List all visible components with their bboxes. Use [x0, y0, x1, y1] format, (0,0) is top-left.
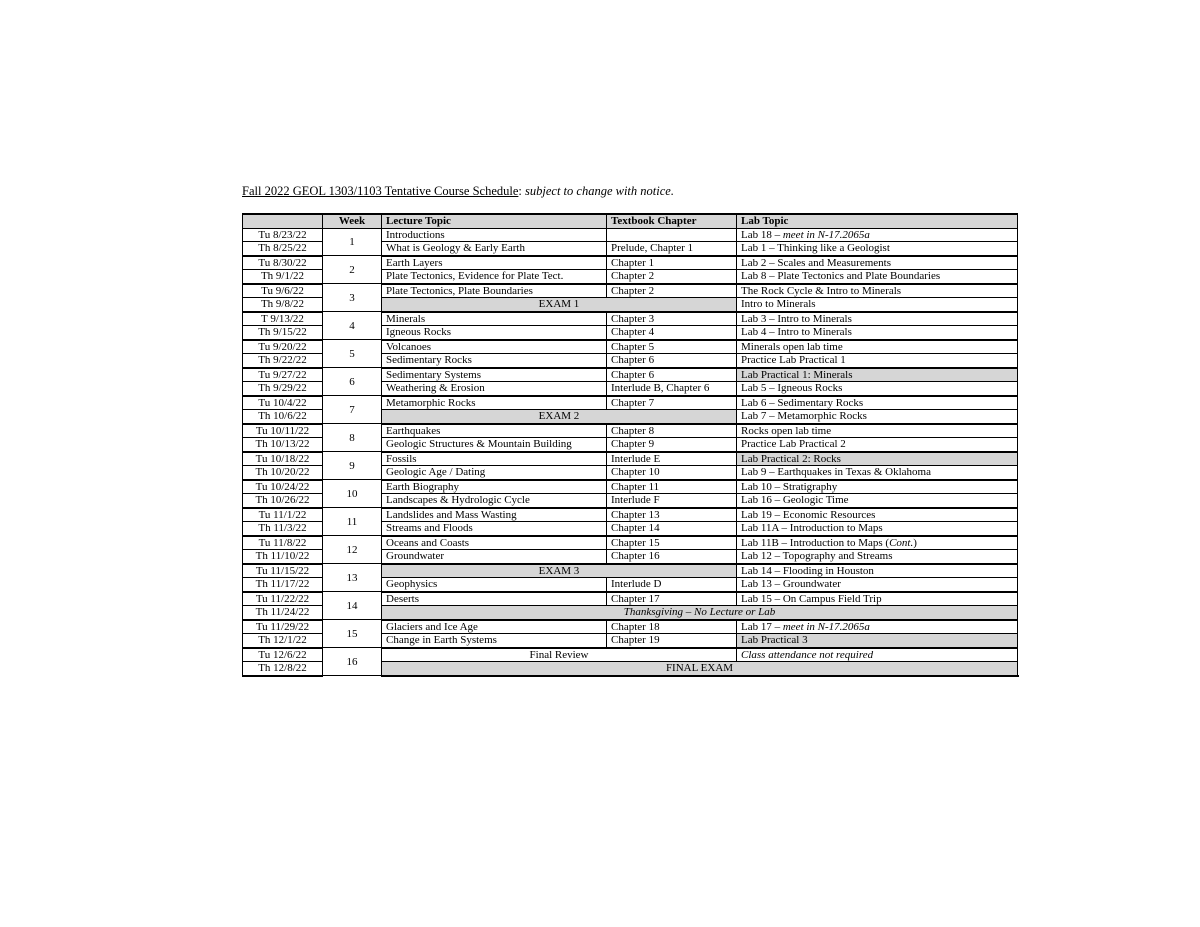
- cell-date: Tu 11/29/22: [243, 620, 323, 634]
- cell-date: Tu 11/8/22: [243, 536, 323, 550]
- cell-lab: Lab Practical 1: Minerals: [737, 368, 1018, 382]
- cell-week: 15: [323, 620, 382, 648]
- cell-lecture: Landscapes & Hydrologic Cycle: [382, 494, 607, 508]
- cell-exam: EXAM 3: [382, 564, 737, 578]
- cell-date: Th 9/22/22: [243, 354, 323, 368]
- cell-week: 3: [323, 284, 382, 312]
- cell-date: Th 10/20/22: [243, 466, 323, 480]
- cell-chapter: Chapter 6: [607, 368, 737, 382]
- cell-chapter: Chapter 1: [607, 256, 737, 270]
- cell-date: Th 9/1/22: [243, 270, 323, 284]
- cell-lab: Lab 7 – Metamorphic Rocks: [737, 410, 1018, 424]
- cell-exam: EXAM 1: [382, 298, 737, 312]
- cell-chapter: Chapter 2: [607, 284, 737, 298]
- lab-note: meet in N-17.2065a: [782, 228, 870, 241]
- cell-final-exam: FINAL EXAM: [382, 662, 1018, 676]
- title-colon: :: [518, 184, 522, 198]
- table-row: [243, 368, 1018, 382]
- table-row: [243, 256, 1018, 270]
- cell-chapter: Interlude E: [607, 452, 737, 466]
- cell-lab: Lab 13 – Groundwater: [737, 578, 1018, 592]
- cell-date: Th 11/17/22: [243, 578, 323, 592]
- cell-date: T 9/13/22: [243, 312, 323, 326]
- cell-lecture: Fossils: [382, 452, 607, 466]
- cell-date: Th 10/13/22: [243, 438, 323, 452]
- cell-date: Tu 11/1/22: [243, 508, 323, 522]
- cell-lab: Practice Lab Practical 1: [737, 354, 1018, 368]
- table-row: [243, 396, 1018, 410]
- table-row: [243, 452, 1018, 466]
- cell-lecture: Minerals: [382, 312, 607, 326]
- table-row: [243, 564, 1018, 578]
- cell-date: Th 9/15/22: [243, 326, 323, 340]
- cell-week: 14: [323, 592, 382, 620]
- table-row: [243, 312, 1018, 326]
- cell-lab: Lab 12 – Topography and Streams: [737, 550, 1018, 564]
- cell-date: Tu 11/22/22: [243, 592, 323, 606]
- cell-week: 5: [323, 340, 382, 368]
- lab-text: Lab 17 –: [741, 620, 783, 633]
- cell-lecture: Streams and Floods: [382, 522, 607, 536]
- cell-lecture: Sedimentary Systems: [382, 368, 607, 382]
- cell-lecture: Groundwater: [382, 550, 607, 564]
- cell-lab: Lab 15 – On Campus Field Trip: [737, 592, 1018, 606]
- cell-lecture: Sedimentary Rocks: [382, 354, 607, 368]
- cell-chapter: Chapter 15: [607, 536, 737, 550]
- cell-lecture: Weathering & Erosion: [382, 382, 607, 396]
- cell-lecture: Landslides and Mass Wasting: [382, 508, 607, 522]
- cell-week: 1: [323, 228, 382, 256]
- cell-date: Th 9/29/22: [243, 382, 323, 396]
- cell-chapter: Chapter 18: [607, 620, 737, 634]
- cell-chapter: Chapter 5: [607, 340, 737, 354]
- title-main: Fall 2022 GEOL 1303/1103 Tentative Course Schedule: [242, 184, 519, 198]
- schedule-body: [243, 228, 1018, 676]
- cell-lab: Lab 11A – Introduction to Maps: [737, 522, 1018, 536]
- cell-chapter: [607, 228, 737, 242]
- table-row: [243, 228, 1018, 242]
- cell-lecture: What is Geology & Early Earth: [382, 242, 607, 256]
- cell-chapter: Chapter 17: [607, 592, 737, 606]
- lab-text-end: ): [913, 536, 917, 549]
- cell-date: Th 11/10/22: [243, 550, 323, 564]
- cell-chapter: Chapter 14: [607, 522, 737, 536]
- cell-lab: Lab 8 – Plate Tectonics and Plate Boundaries: [737, 270, 1018, 284]
- cell-date: Tu 11/15/22: [243, 564, 323, 578]
- cell-chapter: Chapter 2: [607, 270, 737, 284]
- table-row: [243, 592, 1018, 606]
- header-lab: Lab Topic: [737, 214, 1018, 228]
- table-row: [243, 648, 1018, 662]
- header-lecture: Lecture Topic: [382, 214, 607, 228]
- cell-lab: Lab Practical 3: [737, 634, 1018, 648]
- cell-holiday: Thanksgiving – No Lecture or Lab: [382, 606, 1018, 620]
- cell-date: Th 11/3/22: [243, 522, 323, 536]
- cell-lab: Class attendance not required: [737, 648, 1018, 662]
- header-date: [243, 214, 323, 228]
- lab-note: meet in N-17.2065a: [782, 620, 870, 633]
- cell-lecture: Deserts: [382, 592, 607, 606]
- cell-date: Tu 10/11/22: [243, 424, 323, 438]
- cell-date: Th 12/1/22: [243, 634, 323, 648]
- cell-lecture: Introductions: [382, 228, 607, 242]
- cell-chapter: Chapter 11: [607, 480, 737, 494]
- cell-lab: Lab 9 – Earthquakes in Texas & Oklahoma: [737, 466, 1018, 480]
- table-row: [243, 340, 1018, 354]
- cell-week: 8: [323, 424, 382, 452]
- cell-lab: Lab 19 – Economic Resources: [737, 508, 1018, 522]
- table-row: [243, 536, 1018, 550]
- cell-date: Th 8/25/22: [243, 242, 323, 256]
- cell-lab: [737, 620, 1018, 634]
- cell-lab: [737, 536, 1018, 550]
- cell-lab: Minerals open lab time: [737, 340, 1018, 354]
- cell-chapter: Interlude D: [607, 578, 737, 592]
- cell-date: Th 10/6/22: [243, 410, 323, 424]
- cell-chapter: Chapter 4: [607, 326, 737, 340]
- cell-lab: Lab 2 – Scales and Measurements: [737, 256, 1018, 270]
- cell-date: Th 9/8/22: [243, 298, 323, 312]
- cell-week: 13: [323, 564, 382, 592]
- cell-week: 2: [323, 256, 382, 284]
- cell-lab: Lab 14 – Flooding in Houston: [737, 564, 1018, 578]
- cell-lab: Lab 4 – Intro to Minerals: [737, 326, 1018, 340]
- cell-chapter: Chapter 8: [607, 424, 737, 438]
- cell-date: Th 11/24/22: [243, 606, 323, 620]
- cell-date: Tu 10/24/22: [243, 480, 323, 494]
- cell-lab: Intro to Minerals: [737, 298, 1018, 312]
- cell-week: 12: [323, 536, 382, 564]
- header-row: [243, 214, 1018, 228]
- table-row: [243, 508, 1018, 522]
- cell-date: Tu 12/6/22: [243, 648, 323, 662]
- cell-lecture: Geophysics: [382, 578, 607, 592]
- table-row: [243, 424, 1018, 438]
- cell-lab: The Rock Cycle & Intro to Minerals: [737, 284, 1018, 298]
- cell-lecture: Plate Tectonics, Evidence for Plate Tect.: [382, 270, 607, 284]
- cell-chapter: Chapter 6: [607, 354, 737, 368]
- cell-lecture: Earthquakes: [382, 424, 607, 438]
- cell-lecture: Geologic Structures & Mountain Building: [382, 438, 607, 452]
- cell-date: Tu 9/20/22: [243, 340, 323, 354]
- cell-lecture: Plate Tectonics, Plate Boundaries: [382, 284, 607, 298]
- cell-date: Tu 10/4/22: [243, 396, 323, 410]
- cell-chapter: Chapter 19: [607, 634, 737, 648]
- cell-date: Th 12/8/22: [243, 662, 323, 676]
- cell-date: Tu 8/30/22: [243, 256, 323, 270]
- title-note: subject to change with notice.: [521, 184, 674, 198]
- cell-lab: Practice Lab Practical 2: [737, 438, 1018, 452]
- cell-lecture: Geologic Age / Dating: [382, 466, 607, 480]
- cell-date: Tu 8/23/22: [243, 228, 323, 242]
- cell-chapter: Interlude B, Chapter 6: [607, 382, 737, 396]
- cell-chapter: Chapter 9: [607, 438, 737, 452]
- table-row: [243, 480, 1018, 494]
- cell-chapter: Chapter 13: [607, 508, 737, 522]
- cell-date: Tu 9/27/22: [243, 368, 323, 382]
- lab-text: Lab 18 –: [741, 228, 783, 241]
- cell-lecture: Volcanoes: [382, 340, 607, 354]
- cell-lecture: Metamorphic Rocks: [382, 396, 607, 410]
- cell-lecture: Earth Layers: [382, 256, 607, 270]
- cell-lab: Lab 3 – Intro to Minerals: [737, 312, 1018, 326]
- cell-lecture: Igneous Rocks: [382, 326, 607, 340]
- cell-lab: Lab 10 – Stratigraphy: [737, 480, 1018, 494]
- header-week: Week: [323, 214, 382, 228]
- cell-lab: Lab 6 – Sedimentary Rocks: [737, 396, 1018, 410]
- header-chapter: Textbook Chapter: [607, 214, 737, 228]
- cell-date: Th 10/26/22: [243, 494, 323, 508]
- cell-lecture: Change in Earth Systems: [382, 634, 607, 648]
- cell-date: Tu 9/6/22: [243, 284, 323, 298]
- cell-week: 10: [323, 480, 382, 508]
- cell-lab: Rocks open lab time: [737, 424, 1018, 438]
- cell-lecture: Oceans and Coasts: [382, 536, 607, 550]
- cell-week: 6: [323, 368, 382, 396]
- cell-review: Final Review: [382, 648, 737, 662]
- cell-lab: Lab Practical 2: Rocks: [737, 452, 1018, 466]
- cell-week: 9: [323, 452, 382, 480]
- table-row: [243, 284, 1018, 298]
- cell-week: 7: [323, 396, 382, 424]
- cell-lab: Lab 16 – Geologic Time: [737, 494, 1018, 508]
- cell-exam: EXAM 2: [382, 410, 737, 424]
- lab-note: Cont.: [889, 536, 914, 549]
- cell-lab: [737, 228, 1018, 242]
- cell-week: 16: [323, 648, 382, 676]
- cell-week: 4: [323, 312, 382, 340]
- cell-chapter: Chapter 3: [607, 312, 737, 326]
- cell-lecture: Earth Biography: [382, 480, 607, 494]
- cell-chapter: Chapter 16: [607, 550, 737, 564]
- cell-chapter: Interlude F: [607, 494, 737, 508]
- page-title: [242, 184, 674, 199]
- cell-chapter: Prelude, Chapter 1: [607, 242, 737, 256]
- cell-date: Tu 10/18/22: [243, 452, 323, 466]
- cell-lecture: Glaciers and Ice Age: [382, 620, 607, 634]
- lab-text: Lab 11B – Introduction to Maps (: [741, 536, 890, 549]
- schedule-table: [242, 213, 1018, 677]
- cell-chapter: Chapter 10: [607, 466, 737, 480]
- cell-lab: Lab 5 – Igneous Rocks: [737, 382, 1018, 396]
- cell-week: 11: [323, 508, 382, 536]
- table-row: [243, 620, 1018, 634]
- cell-chapter: Chapter 7: [607, 396, 737, 410]
- cell-lab: Lab 1 – Thinking like a Geologist: [737, 242, 1018, 256]
